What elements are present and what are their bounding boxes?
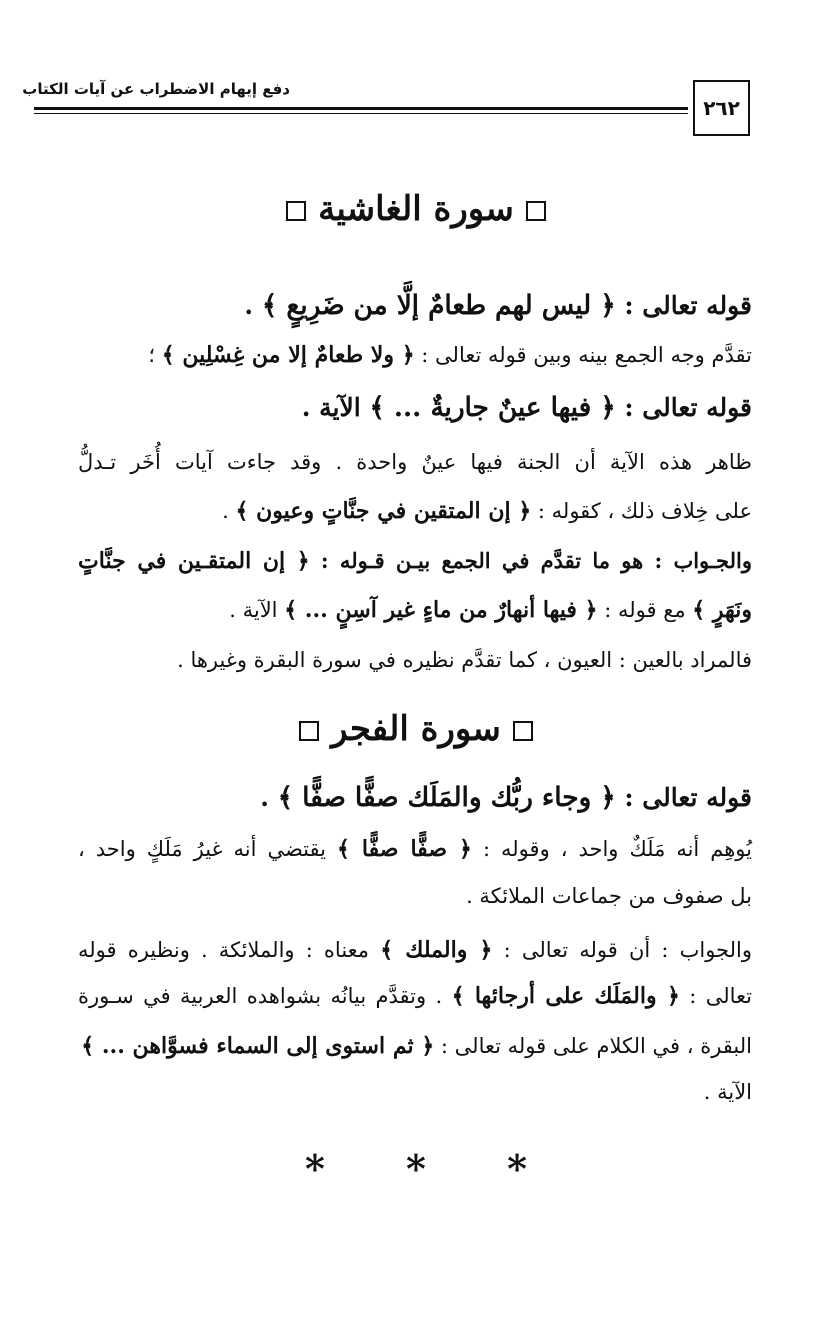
text-line xyxy=(78,836,752,862)
line-text: قوله تعالى : xyxy=(615,393,752,422)
quran-quote: ونَهَرٍ ﴾ xyxy=(692,597,752,623)
square-ornament-icon xyxy=(513,721,533,741)
surah-heading-text: سورة الفجر xyxy=(331,709,501,749)
quran-quote: ﴿ صفًّا صفًّا ﴾ xyxy=(336,836,472,862)
text-line xyxy=(244,290,752,322)
line-text: مع قوله : xyxy=(597,598,693,622)
running-header-title: دفع إيهام الاضطراب عن آيات الكتاب xyxy=(22,80,290,98)
line-text: والجـواب : هو ما تقدَّم في الجمع بيـن قـوله : xyxy=(309,548,752,573)
line-text: يقتضي أنه غيرُ مَلَكٍ واحد ، xyxy=(78,837,337,861)
line-text: . xyxy=(260,783,278,812)
quran-quote: ﴿ وجاء ربُّك والمَلَك صفًّا صفًّا ﴾ xyxy=(277,782,616,813)
text-line xyxy=(78,937,752,963)
surah-heading-fajr xyxy=(0,709,832,749)
quran-quote: ﴿ والمَلَك على أرجائها ﴾ xyxy=(451,983,680,1009)
square-ornament-icon xyxy=(299,721,319,741)
line-text: قوله تعالى : xyxy=(615,291,752,320)
line-text: الآية . xyxy=(703,1080,752,1104)
text-line xyxy=(302,392,752,424)
text-line xyxy=(78,983,752,1009)
quran-quote: ﴿ إن المتقـين في جنَّاتٍ xyxy=(78,548,310,574)
text-line xyxy=(466,884,752,909)
page-number: ٢٦٢ xyxy=(693,80,750,136)
line-text: الآية . xyxy=(301,393,370,422)
end-ornament: * * * xyxy=(304,1146,562,1191)
quran-quote: ﴿ فيها أنهارٌ من ماءٍ غير آسِنٍ ... ﴾ xyxy=(284,597,598,623)
text-line xyxy=(78,450,752,475)
line-text: قوله تعالى : xyxy=(615,783,752,812)
surah-heading-ghashiya xyxy=(0,189,832,229)
line-text: معناه : والملائكة . ونظيره قوله xyxy=(78,938,381,962)
text-line xyxy=(81,1033,752,1059)
line-text: . xyxy=(222,499,236,523)
line-text: يُوهِم أنه مَلَكٌ واحد ، وقوله : xyxy=(471,837,753,861)
quran-quote: ﴿ إن المتقين في جنَّاتٍ وعيون ﴾ xyxy=(235,498,532,524)
text-line xyxy=(229,597,752,623)
line-text: ظاهر هذه الآية أن الجنة فيها عينٌ واحدة . وقد جاءت آيات أُخَر تـدلُّ xyxy=(78,450,752,474)
line-text: تقدَّم وجه الجمع بينه وبين قوله تعالى : xyxy=(414,343,752,367)
quran-quote: ﴿ ثم استوى إلى السماء فسوَّاهن ... ﴾ xyxy=(81,1033,435,1059)
line-text: . xyxy=(244,291,262,320)
text-line xyxy=(78,548,752,574)
line-text: على خِلاف ذلك ، كقوله : xyxy=(531,499,752,523)
quran-quote: ﴿ والملك ﴾ xyxy=(380,937,493,963)
line-text: فالمراد بالعين : العيون ، كما تقدَّم نظيره في سورة البقرة وغيرها . xyxy=(177,648,752,672)
text-line xyxy=(177,648,752,673)
text-line xyxy=(222,498,752,524)
square-ornament-icon xyxy=(526,201,546,221)
line-text: ؛ xyxy=(148,343,162,367)
text-line xyxy=(148,342,752,368)
line-text: الآية . xyxy=(229,598,285,622)
line-text: والجواب : أن قوله تعالى : xyxy=(492,938,752,962)
line-text: . وتقدَّم بيانُه بشواهده العربية في سـورة xyxy=(78,984,452,1008)
line-text: البقرة ، في الكلام على قوله تعالى : xyxy=(434,1034,752,1058)
line-text: بل صفوف من جماعات الملائكة . xyxy=(466,884,752,908)
quran-quote: ﴿ ليس لهم طعامٌ إلَّا من ضَرِيعٍ ﴾ xyxy=(261,290,616,321)
text-line xyxy=(260,782,752,814)
line-text: تعالى : xyxy=(679,984,752,1008)
text-line xyxy=(704,1080,752,1105)
quran-quote: ﴿ فيها عينٌ جاريةٌ ... ﴾ xyxy=(369,392,616,423)
quran-quote: ﴿ ولا طعامٌ إلا من غِسْلِين ﴾ xyxy=(161,342,415,368)
header-rule-thin xyxy=(34,113,688,114)
square-ornament-icon xyxy=(286,201,306,221)
header-rule xyxy=(34,107,688,110)
surah-heading-text: سورة الغاشية xyxy=(318,189,514,229)
